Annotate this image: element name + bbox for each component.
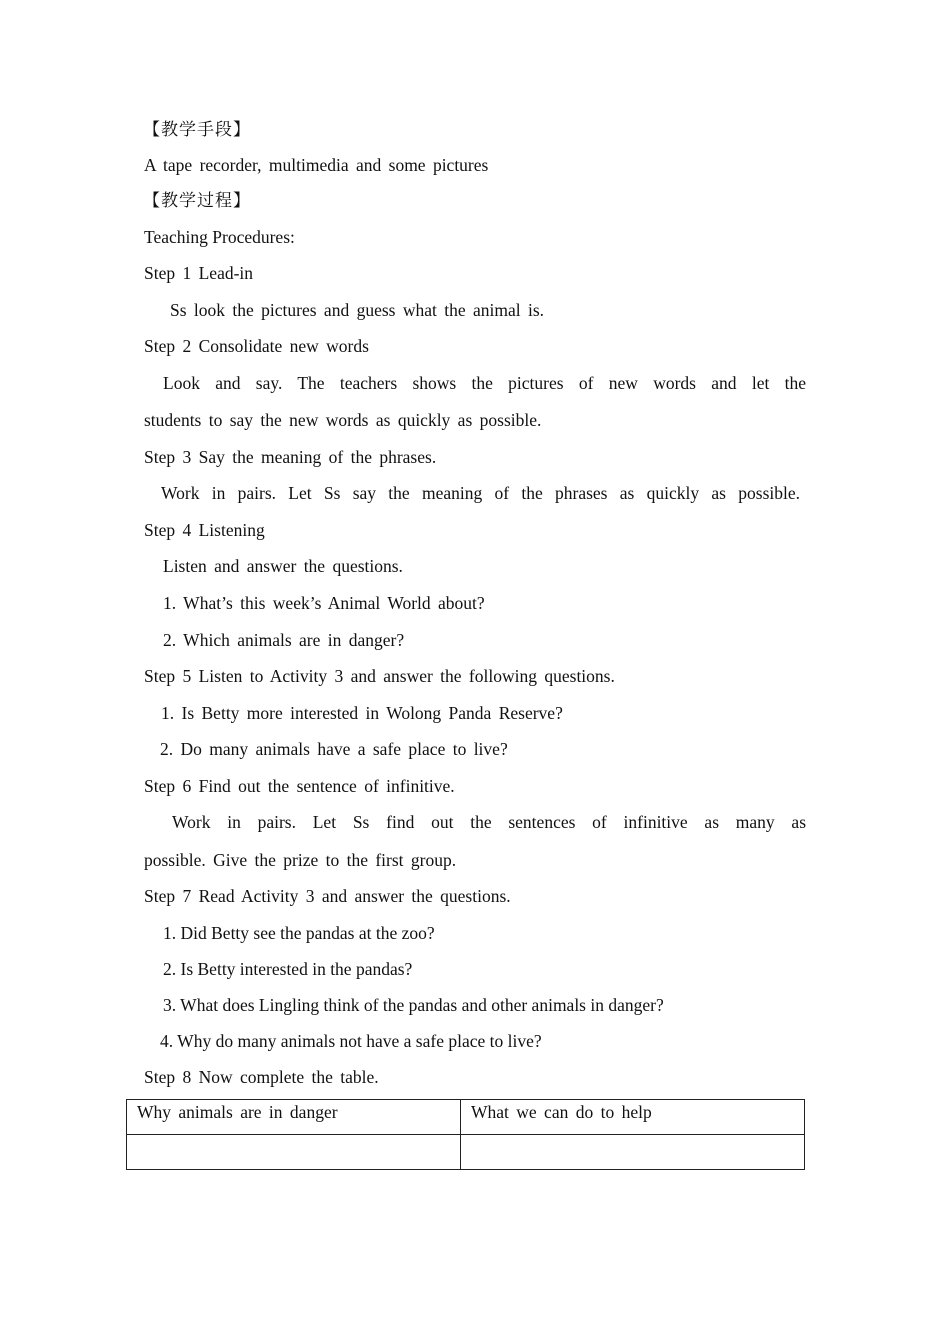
- step-5-question-1: 1. Is Betty more interested in Wolong Panda Reserve?: [161, 703, 563, 723]
- table-cell-why-in-danger[interactable]: [127, 1135, 461, 1170]
- step-7-question-2: 2. Is Betty interested in the pandas?: [163, 959, 413, 979]
- step-5-question-2: 2. Do many animals have a safe place to live?: [160, 739, 508, 759]
- step-7-question-4: 4. Why do many animals not have a safe place to live?: [160, 1031, 542, 1051]
- step-3-body: Work in pairs. Let Ss say the meaning of the phrases as quickly as possible.: [161, 483, 800, 503]
- animals-danger-table: [126, 1099, 805, 1170]
- step-2-body-line-1: Look and say. The teachers shows the pictures of new words and let the: [163, 373, 806, 393]
- section-heading-teaching-means: 【教学手段】: [143, 120, 251, 140]
- step-2-body-line-2: students to say the new words as quickly as possible.: [144, 410, 542, 430]
- step-4-question-2: 2. Which animals are in danger?: [163, 630, 405, 650]
- step-7-question-3: 3. What does Lingling think of the pandas and other animals in danger?: [163, 995, 664, 1015]
- step-4-instruction: Listen and answer the questions.: [163, 556, 403, 576]
- section-heading-teaching-process: 【教学过程】: [143, 191, 251, 211]
- step-6-body-line-1: Work in pairs. Let Ss find out the sentences of infinitive as many as: [172, 812, 806, 832]
- step-6-body-line-2: possible. Give the prize to the first group.: [144, 850, 457, 870]
- step-4-question-1: 1. What’s this week’s Animal World about?: [163, 593, 485, 613]
- step-2-title: Step 2 Consolidate new words: [144, 336, 369, 356]
- step-7-question-1: 1. Did Betty see the pandas at the zoo?: [163, 923, 435, 943]
- table-header-why-in-danger: Why animals are in danger: [127, 1100, 461, 1135]
- teaching-means-text: A tape recorder, multimedia and some pictures: [144, 155, 489, 175]
- procedures-title: Teaching Procedures:: [144, 227, 295, 247]
- table-header-what-we-can-do: What we can do to help: [461, 1100, 805, 1135]
- table-header-row: [127, 1100, 805, 1135]
- step-5-title: Step 5 Listen to Activity 3 and answer the following questions.: [144, 666, 615, 686]
- step-1-title: Step 1 Lead-in: [144, 263, 254, 283]
- step-3-title: Step 3 Say the meaning of the phrases.: [144, 447, 437, 467]
- table-cell-what-we-can-do[interactable]: [461, 1135, 805, 1170]
- table-row: [127, 1135, 805, 1170]
- step-7-title: Step 7 Read Activity 3 and answer the questions.: [144, 886, 511, 906]
- step-6-title: Step 6 Find out the sentence of infinitive.: [144, 776, 455, 796]
- step-4-title: Step 4 Listening: [144, 520, 265, 540]
- step-8-title: Step 8 Now complete the table.: [144, 1067, 379, 1087]
- step-1-body: Ss look the pictures and guess what the animal is.: [170, 300, 545, 320]
